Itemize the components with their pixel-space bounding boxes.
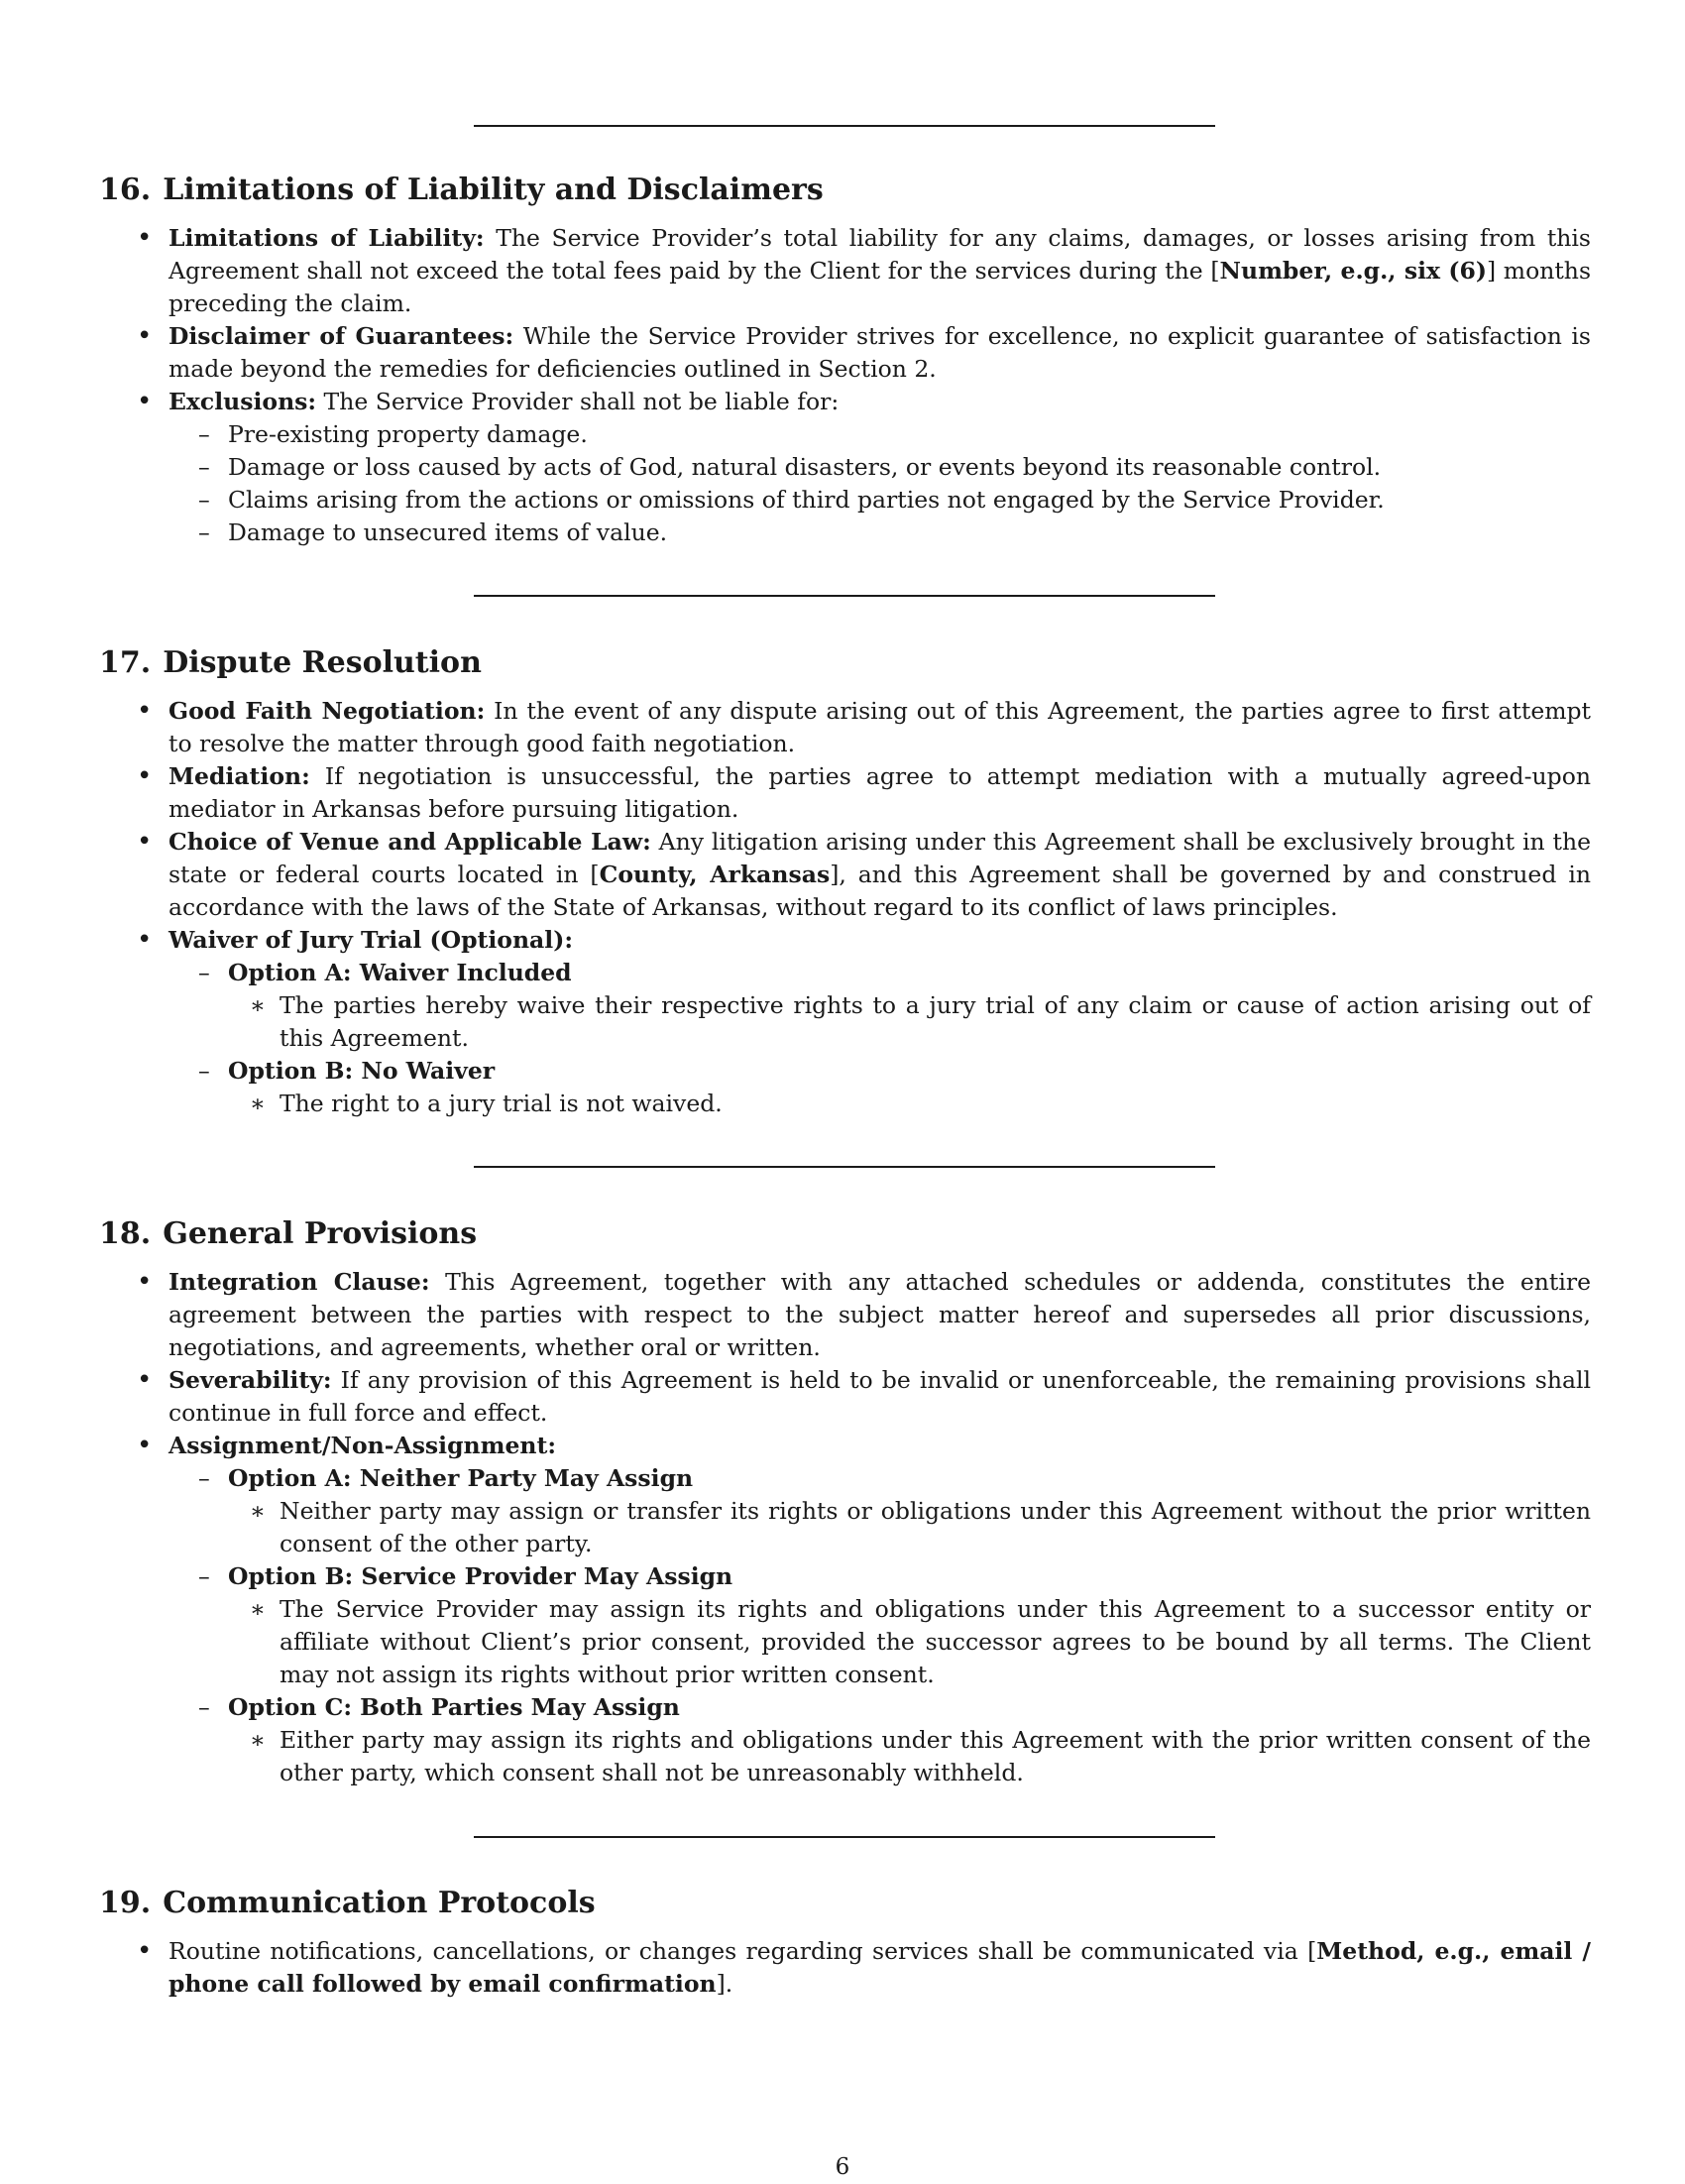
item-label: Good Faith Negotiation: bbox=[168, 697, 486, 725]
list-item bbox=[99, 1430, 1591, 1789]
option-list bbox=[168, 1462, 1591, 1789]
item-text: If any provision of this Agreement is held to be invalid or unenforceable, the remaining provisions shall continue in full force and effect. bbox=[168, 1366, 1591, 1427]
option-detail-list bbox=[228, 1088, 1591, 1120]
page-number: 6 bbox=[835, 2154, 850, 2180]
option-detail: ∗ The right to a jury trial is not waived. bbox=[228, 1088, 1591, 1120]
item-text: The Service Provider shall not be liable for: bbox=[316, 388, 840, 415]
item-text: If negotiation is unsuccessful, the parties agree to attempt mediation with a mutually agreed-upon mediator in Arkansas before pursuing litigation. bbox=[168, 762, 1591, 823]
option-detail: ∗ The Service Provider may assign its rights and obligations under this Agreement to a successor entity or affiliate without Client’s prior consent, provided the successor agrees to be bound by all terms. The Client may not assign its rights without prior written consent. bbox=[228, 1593, 1591, 1691]
section-heading bbox=[99, 643, 1591, 683]
section-number: 18. bbox=[99, 1216, 152, 1251]
sub-item: – Claims arising from the actions or omissions of third parties not engaged by the Service Provider. bbox=[168, 484, 1591, 517]
item-text: While the Service Provider strives for excellence, no explicit guarantee of satisfaction is made beyond the remedies for deficiencies outlined in Section 2. bbox=[168, 322, 1591, 383]
section-number: 19. bbox=[99, 1886, 152, 1920]
option-detail-list bbox=[228, 1724, 1591, 1789]
item-text: This Agreement, together with any attached schedules or addenda, constitutes the entire agreement between the parties with respect to the subject matter hereof and supersedes all prior discussions, negotiations, and agreements, whether oral or written. bbox=[168, 1268, 1591, 1361]
sub-item: – Pre-existing property damage. bbox=[168, 418, 1591, 451]
item-label: Limitations of Liability: bbox=[168, 224, 485, 252]
section-title: Dispute Resolution bbox=[163, 645, 482, 680]
item-label: Disclaimer of Guarantees: bbox=[168, 322, 514, 350]
option-item bbox=[168, 957, 1591, 1055]
option-label: Option A: Waiver Included bbox=[228, 959, 572, 986]
option-label: Option A: Neither Party May Assign bbox=[228, 1464, 694, 1492]
item-label: Waiver of Jury Trial (Optional): bbox=[168, 926, 573, 954]
fill-in-placeholder: Number, e.g., six (6) bbox=[1219, 257, 1487, 285]
list-item bbox=[99, 320, 1591, 386]
sub-item: – Damage or loss caused by acts of God, natural disasters, or events beyond its reasonable control. bbox=[168, 451, 1591, 484]
bullet-list bbox=[99, 1935, 1591, 2001]
list-item bbox=[99, 1266, 1591, 1364]
option-item bbox=[168, 1055, 1591, 1120]
section-16 bbox=[99, 171, 1591, 549]
item-label: Mediation: bbox=[168, 762, 310, 790]
sub-list bbox=[168, 418, 1591, 549]
section-19 bbox=[99, 1884, 1591, 2001]
option-detail: ∗ The parties hereby waive their respective rights to a jury trial of any claim or cause of action arising out of this Agreement. bbox=[228, 989, 1591, 1055]
item-label: Exclusions: bbox=[168, 388, 317, 415]
section-title: General Provisions bbox=[163, 1216, 478, 1251]
list-item bbox=[99, 695, 1591, 760]
item-text: ]. bbox=[716, 1970, 733, 1998]
section-18 bbox=[99, 1214, 1591, 1789]
list-item bbox=[99, 222, 1591, 320]
section-heading bbox=[99, 1214, 1591, 1254]
section-divider bbox=[474, 1836, 1215, 1838]
item-text: The Service Provider’s total liability for any claims, damages, or losses arising from this Agreement shall not exceed the total fees paid by the Client for the services during the [ bbox=[168, 224, 1591, 285]
item-text: ] months preceding the claim. bbox=[168, 257, 1592, 317]
bullet-list bbox=[99, 695, 1591, 1120]
item-label: Assignment/Non-Assignment: bbox=[168, 1432, 557, 1459]
section-title: Communication Protocols bbox=[163, 1886, 596, 1920]
list-item bbox=[99, 924, 1591, 1120]
option-item bbox=[168, 1691, 1591, 1789]
list-item bbox=[99, 1935, 1591, 2001]
bullet-list bbox=[99, 1266, 1591, 1789]
item-text: ], and this Agreement shall be governed by and construed in accordance with the laws of the State of Arkansas, without regard to its conflict of laws principles. bbox=[168, 861, 1591, 921]
option-detail-list bbox=[228, 989, 1591, 1055]
section-number: 17. bbox=[99, 645, 152, 680]
option-detail: ∗ Either party may assign its rights and obligations under this Agreement with the prior written consent of the other party, which consent shall not be unreasonably withheld. bbox=[228, 1724, 1591, 1789]
section-divider bbox=[474, 125, 1215, 127]
section-number: 16. bbox=[99, 172, 152, 207]
option-label: Option B: No Waiver bbox=[228, 1057, 496, 1085]
section-heading bbox=[99, 1884, 1591, 1923]
option-label: Option C: Both Parties May Assign bbox=[228, 1693, 680, 1721]
option-label: Option B: Service Provider May Assign bbox=[228, 1562, 733, 1590]
list-item bbox=[99, 826, 1591, 924]
item-text: Any litigation arising under this Agreement shall be exclusively brought in the state or federal courts located in [ bbox=[168, 828, 1592, 888]
section-title: Limitations of Liability and Disclaimers bbox=[163, 172, 824, 207]
item-label: Severability: bbox=[168, 1366, 332, 1394]
option-list bbox=[168, 957, 1591, 1120]
option-item bbox=[168, 1560, 1591, 1691]
fill-in-placeholder: County, Arkansas bbox=[599, 861, 831, 888]
sub-item: – Damage to unsecured items of value. bbox=[168, 517, 1591, 549]
option-detail-list bbox=[228, 1495, 1591, 1560]
section-17 bbox=[99, 643, 1591, 1120]
bullet-list bbox=[99, 222, 1591, 549]
item-text: In the event of any dispute arising out of this Agreement, the parties agree to first attempt to resolve the matter through good faith negotiation. bbox=[168, 697, 1591, 757]
list-item bbox=[99, 1364, 1591, 1430]
section-divider bbox=[474, 595, 1215, 597]
item-label: Choice of Venue and Applicable Law: bbox=[168, 828, 651, 856]
list-item bbox=[99, 760, 1591, 826]
list-item bbox=[99, 386, 1591, 549]
option-item bbox=[168, 1462, 1591, 1560]
item-text: Routine notifications, cancellations, or changes regarding services shall be communicated via [ bbox=[168, 1937, 1317, 1965]
section-heading bbox=[99, 171, 1591, 210]
section-divider bbox=[474, 1166, 1215, 1168]
item-label: Integration Clause: bbox=[168, 1268, 430, 1296]
fill-in-placeholder: Method, e.g., email / phone call followed by email confirmation bbox=[168, 1937, 1591, 1998]
option-detail: ∗ Neither party may assign or transfer its rights or obligations under this Agreement without the prior written consent of the other party. bbox=[228, 1495, 1591, 1560]
option-detail-list bbox=[228, 1593, 1591, 1691]
